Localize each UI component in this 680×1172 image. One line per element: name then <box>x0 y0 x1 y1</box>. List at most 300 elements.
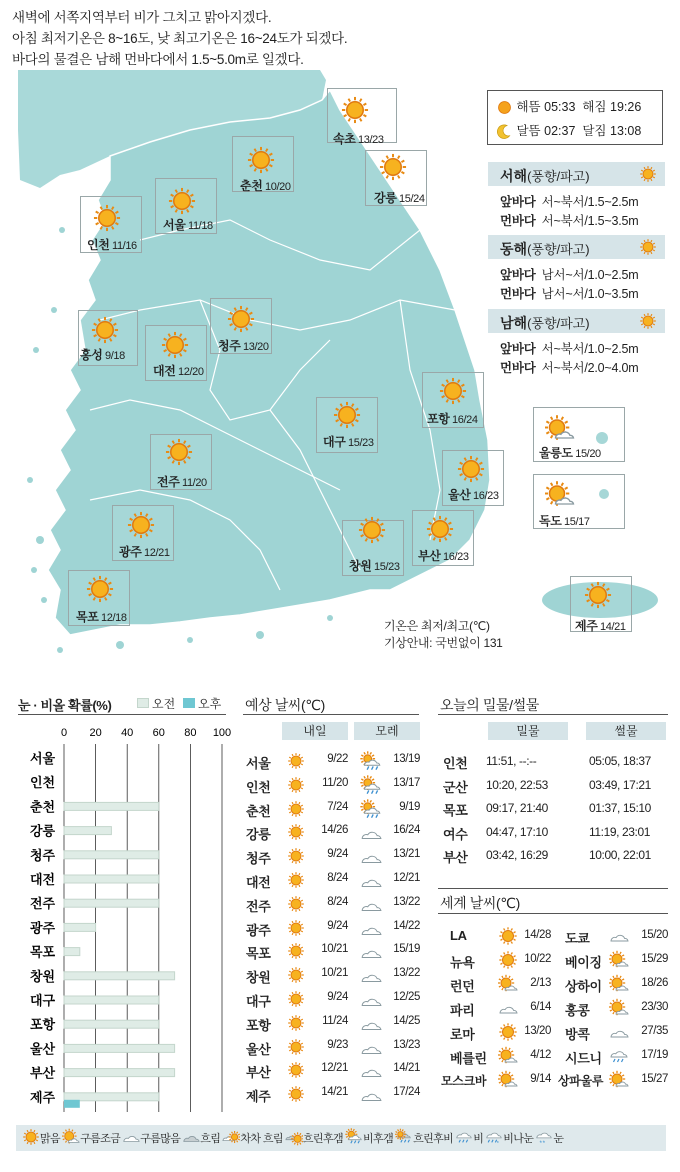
map-city-temp: 11/16 <box>109 240 137 252</box>
map-city-label <box>87 236 137 253</box>
precip-bar-am <box>64 851 159 859</box>
sea-sub: (풍향/파고) <box>527 169 590 184</box>
forecast-tomorrow-temp: 9/23 <box>327 1038 348 1051</box>
sunny-icon <box>287 1061 305 1084</box>
forecast-title-line <box>243 714 419 715</box>
forecast-city: 대전 <box>246 875 271 890</box>
sun-icon <box>226 304 256 339</box>
sun-icon <box>85 574 115 609</box>
partly-cloudy-icon <box>609 1070 629 1095</box>
world-city: 모스크바 <box>441 1074 487 1088</box>
partly-cloudy-icon <box>498 974 518 999</box>
sunny-icon <box>287 776 305 799</box>
legend-label: 흐린후비 <box>413 1133 454 1145</box>
sun-icon <box>246 145 276 180</box>
precip-city-label: 강릉 <box>30 823 56 839</box>
world-city: 뉴욕 <box>450 955 475 970</box>
world-temp: 23/30 <box>641 1001 668 1013</box>
tide-low-times: 10:00, 22:01 <box>589 848 651 862</box>
sun-icon <box>456 454 486 489</box>
legend-item <box>22 1128 60 1149</box>
forecast-dayafter-temp: 12/21 <box>393 872 420 884</box>
map-city-label <box>80 346 125 363</box>
map-city-temp: 10/20 <box>262 181 291 193</box>
precip-bar-am <box>64 899 159 907</box>
world-title: 세계 날씨(℃) <box>440 895 520 911</box>
map-city-label <box>153 362 204 379</box>
partly-cloudy-icon <box>609 974 629 999</box>
precip-city-label: 대구 <box>30 993 56 1008</box>
map-city-name: 대구 <box>323 435 346 449</box>
moonset-time: 13:08 <box>610 124 642 138</box>
rain-later-icon <box>395 1128 413 1149</box>
forecast-tomorrow-temp: 8/24 <box>327 872 348 884</box>
tide-high-times: 10:20, 22:53 <box>486 777 548 792</box>
sunny-icon <box>287 800 305 823</box>
legend-item <box>455 1128 483 1149</box>
tides-col-high: 밀물 <box>488 722 568 740</box>
forecast-tomorrow-temp: 7/24 <box>327 800 348 813</box>
sea-value: 남서~서/1.0~2.5m <box>541 268 639 282</box>
sunrise-time: 05:33 <box>544 100 576 114</box>
rain-after-icon <box>345 1128 363 1149</box>
world-city: 파리 <box>450 1003 475 1018</box>
sea-row <box>500 211 639 229</box>
sea-value: 서~북서/1.5~2.5m <box>541 195 639 209</box>
sea-zone: 먼바다 <box>500 287 536 301</box>
sea-zone: 앞바다 <box>500 268 536 282</box>
legend-item <box>222 1128 283 1149</box>
legend-item <box>285 1128 343 1149</box>
precip-city-label: 포항 <box>30 1017 56 1033</box>
sunny-icon <box>287 895 305 918</box>
world-temp: 17/19 <box>641 1049 668 1061</box>
legend-label: 맑음 <box>40 1133 61 1145</box>
map-city-temp: 15/23 <box>371 561 400 573</box>
forecast-tomorrow-temp: 8/24 <box>327 895 348 908</box>
precip-city-label: 부산 <box>30 1065 56 1081</box>
map-city-label <box>427 410 478 427</box>
map-city-label <box>119 543 170 560</box>
sea-zone: 먼바다 <box>500 361 536 375</box>
map-city-temp: 15/23 <box>345 437 374 449</box>
tide-city: 인천 <box>443 756 468 771</box>
partly-cloudy-icon <box>609 998 629 1023</box>
sea-header <box>488 162 665 186</box>
map-city-name: 속초 <box>333 132 356 146</box>
world-city: 상하이 <box>565 979 602 994</box>
tides-col-low: 썰물 <box>586 722 666 740</box>
sea-sub: (풍향/파고) <box>527 242 590 257</box>
world-temp: 15/20 <box>641 929 668 941</box>
precip-bar-am <box>64 1044 175 1052</box>
forecast-dayafter-temp: 15/19 <box>393 943 420 956</box>
world-city: 베이징 <box>565 955 602 970</box>
precip-legend-pm: 오후 <box>198 697 222 711</box>
sunny-icon <box>498 926 518 951</box>
map-city-temp: 12/18 <box>98 612 127 624</box>
tide-city: 군산 <box>443 779 468 795</box>
world-temp: 6/14 <box>530 1001 551 1013</box>
world-title-line <box>438 913 668 914</box>
map-city-name: 강릉 <box>374 191 397 205</box>
map-city-label <box>157 473 207 490</box>
legend-label: 흐린후갬 <box>302 1133 344 1145</box>
sea-zone: 앞바다 <box>500 342 536 356</box>
sunny-icon <box>287 1085 305 1108</box>
forecast-col-dayafter: 모레 <box>354 722 420 740</box>
precip-chart <box>0 722 235 1122</box>
precip-bar-am <box>64 875 159 883</box>
sunny-icon <box>287 847 305 870</box>
world-temp: 10/22 <box>524 953 551 965</box>
forecast-dayafter-temp: 14/22 <box>393 919 420 932</box>
icon-legend <box>16 1125 666 1151</box>
map-city-temp: 12/21 <box>141 547 170 559</box>
precip-tick-label: 100 <box>212 727 232 739</box>
map-city-name: 전주 <box>157 475 180 489</box>
world-city: LA <box>450 928 467 943</box>
map-city-label <box>349 557 400 574</box>
legend-item <box>62 1128 120 1149</box>
world-temp: 2/13 <box>530 977 551 989</box>
legend-item <box>395 1128 453 1149</box>
forecast-dayafter-temp: 14/25 <box>393 1014 420 1027</box>
forecast-tomorrow-temp: 14/21 <box>321 1086 348 1099</box>
map-city-name: 홍성 <box>80 348 103 362</box>
map-city-temp: 13/23 <box>355 134 384 146</box>
cloudy-icon <box>609 926 629 951</box>
clear-after-icon <box>285 1128 303 1149</box>
svg-text:* *: * * <box>539 1139 545 1146</box>
overcast-icon <box>182 1128 200 1149</box>
sea-value: 서~북서/1.5~3.5m <box>541 214 639 228</box>
forecast-city: 포항 <box>246 1017 271 1033</box>
precip-bar-am <box>64 948 80 956</box>
forecast-city: 인천 <box>246 779 271 795</box>
partly-cloudy-icon <box>545 480 575 515</box>
map-city-name: 청주 <box>218 339 241 353</box>
map-city-label <box>333 130 384 147</box>
forecast-city: 광주 <box>246 922 271 938</box>
partly-cloudy-icon <box>62 1128 80 1149</box>
precip-bar-am <box>64 827 111 835</box>
sun-icon <box>639 312 657 333</box>
sunny-icon <box>22 1128 40 1149</box>
sun-icon <box>164 437 194 472</box>
map-city-name: 서울 <box>163 218 186 232</box>
world-city: 시드니 <box>565 1051 602 1066</box>
legend-item <box>182 1128 220 1149</box>
sun-icon <box>496 99 513 116</box>
sea-row <box>500 265 639 283</box>
forecast-dayafter-temp: 9/19 <box>399 800 420 813</box>
rain-icon <box>609 1046 629 1071</box>
sea-header <box>488 309 665 333</box>
headline-2: 아침 최저기온은 8~16도, 낮 최고기온은 16~24도가 되겠다. <box>12 31 348 46</box>
map-city-temp: 13/20 <box>240 341 269 353</box>
world-temp: 4/12 <box>530 1049 551 1061</box>
snow-icon <box>535 1128 553 1149</box>
forecast-dayafter-temp: 12/25 <box>393 991 420 1003</box>
precip-title: 눈 · 비올 확률(%) <box>18 698 112 713</box>
moon-icon <box>496 123 513 140</box>
forecast-city: 대구 <box>246 994 271 1009</box>
tide-high-times: 03:42, 16:29 <box>486 848 548 862</box>
map-city-temp: 16/23 <box>470 490 499 502</box>
partly-cloudy-icon <box>498 1046 518 1071</box>
sun-icon <box>126 510 156 545</box>
world-temp: 9/14 <box>530 1073 551 1085</box>
legend-item <box>345 1128 393 1149</box>
partly-cloudy-icon <box>609 950 629 975</box>
cloudy-icon <box>360 1084 382 1111</box>
cloudy-icon <box>498 998 518 1023</box>
map-city-name: 인천 <box>87 238 110 252</box>
headline-3: 바다의 물결은 남해 먼바다에서 1.5~5.0m로 일겠다. <box>12 52 304 67</box>
precip-city-label: 대전 <box>30 872 56 887</box>
sea-row <box>500 284 639 302</box>
forecast-city: 제주 <box>246 1089 271 1105</box>
legend-item <box>535 1128 563 1149</box>
sun-icon <box>425 514 455 549</box>
partly-cloudy-icon <box>498 1070 518 1095</box>
map-city-temp: 14/21 <box>597 621 626 633</box>
precip-city-label: 춘천 <box>30 799 56 815</box>
map-city-name: 대전 <box>153 364 176 378</box>
map-city-name: 울릉도 <box>539 446 573 460</box>
cloudy-icon <box>122 1128 140 1149</box>
moonrise-label: 달뜸 <box>516 124 541 138</box>
forecast-city: 강릉 <box>246 827 271 843</box>
sea-zone: 앞바다 <box>500 195 536 209</box>
precip-legend-pm-swatch <box>183 698 195 708</box>
sea-name: 서해 <box>500 168 528 184</box>
precip-city-label: 광주 <box>30 920 56 936</box>
forecast-tomorrow-temp: 9/24 <box>327 848 348 861</box>
forecast-tomorrow-temp: 9/22 <box>327 753 348 765</box>
rain-icon <box>455 1128 473 1149</box>
legend-item <box>122 1128 180 1149</box>
tide-high-times: 04:47, 17:10 <box>486 824 548 839</box>
precip-city-label: 인천 <box>30 775 56 791</box>
clearing-icon <box>222 1128 240 1149</box>
map-note-temp: 기온은 최저/최고(℃) <box>384 619 490 633</box>
map-city-name: 목포 <box>76 610 99 624</box>
forecast-tomorrow-temp: 11/20 <box>322 776 348 789</box>
world-temp: 27/35 <box>641 1025 668 1037</box>
forecast-dayafter-temp: 13/17 <box>393 776 420 789</box>
headline-1: 새벽에 서쪽지역부터 비가 그치고 맑아지겠다. <box>12 10 272 25</box>
cloudy-icon <box>609 1022 629 1047</box>
forecast-tomorrow-temp: 9/24 <box>327 991 348 1003</box>
sun-icon <box>639 238 657 259</box>
forecast-tomorrow-temp: 10/21 <box>321 943 348 956</box>
forecast-title: 예상 날씨(℃) <box>245 697 325 713</box>
sun-icon <box>357 515 387 550</box>
legend-label: 비나눈 <box>503 1133 534 1145</box>
sun-icon <box>583 580 613 615</box>
map-city-temp: 15/24 <box>396 193 425 205</box>
map-city-label <box>374 189 425 206</box>
legend-label: 차차 흐림 <box>240 1133 283 1145</box>
forecast-tomorrow-temp: 12/21 <box>321 1062 348 1075</box>
forecast-dayafter-temp: 13/22 <box>393 967 420 980</box>
sunny-icon <box>498 1022 518 1047</box>
sunny-icon <box>287 919 305 942</box>
forecast-city: 청주 <box>246 851 271 867</box>
legend-label: 구름조금 <box>80 1133 121 1145</box>
world-city: 베를린 <box>450 1051 487 1066</box>
legend-label: 비 <box>473 1133 484 1145</box>
world-city: 방콕 <box>565 1027 590 1042</box>
world-temp: 13/20 <box>524 1025 551 1037</box>
map-city-label <box>240 177 291 194</box>
sun-icon <box>160 330 190 365</box>
forecast-city: 울산 <box>246 1041 271 1057</box>
sun-icon <box>639 165 657 186</box>
sunny-icon <box>287 966 305 989</box>
map-city-label <box>448 486 499 503</box>
map-city-temp: 16/23 <box>440 551 469 563</box>
precip-legend-am: 오전 <box>152 697 176 711</box>
sea-row <box>500 339 639 357</box>
map-city-temp: 16/24 <box>449 414 478 426</box>
map-city-name: 부산 <box>418 549 441 563</box>
map-city-label <box>76 608 127 625</box>
forecast-dayafter-temp: 13/19 <box>393 753 420 765</box>
map-city-name: 울산 <box>448 488 471 502</box>
map-city-label <box>218 337 269 354</box>
sun-icon <box>378 152 408 187</box>
map-city-temp: 15/17 <box>561 516 590 528</box>
sea-zone: 먼바다 <box>500 214 536 228</box>
forecast-tomorrow-temp: 11/24 <box>322 1014 348 1027</box>
sleet-icon <box>485 1128 503 1149</box>
sunrise-label: 해뜸 <box>516 100 541 114</box>
world-city: 도쿄 <box>565 931 590 946</box>
precip-tick-label: 60 <box>152 727 165 739</box>
legend-label: 구름많음 <box>140 1133 181 1145</box>
map-note-phone: 기상안내: 국번없이 131 <box>384 636 503 650</box>
tide-low-times: 03:49, 17:21 <box>589 777 651 792</box>
sea-name: 동해 <box>500 241 528 257</box>
forecast-city: 목포 <box>246 946 271 962</box>
sea-row <box>500 358 639 376</box>
world-city: 상파울루 <box>558 1074 604 1088</box>
tides-title-line <box>438 714 668 715</box>
map-city-name: 포항 <box>427 412 450 426</box>
tide-low-times: 11:19, 23:01 <box>589 824 651 839</box>
map-city-label <box>163 216 213 233</box>
sun-moon-box <box>487 90 663 145</box>
moonset-label: 달짐 <box>582 124 607 138</box>
tide-high-times: 11:51, --:-- <box>486 754 537 768</box>
sunny-icon <box>287 823 305 846</box>
map-city-name: 광주 <box>119 545 142 559</box>
sunny-icon <box>287 1038 305 1061</box>
svg-text:*: * <box>496 1140 499 1146</box>
precip-city-label: 제주 <box>30 1089 56 1105</box>
precip-city-label: 전주 <box>30 896 56 912</box>
world-temp: 15/29 <box>641 953 668 965</box>
precip-bar-pm <box>64 1100 80 1108</box>
world-city: 홍콩 <box>565 1003 590 1018</box>
map-city-label <box>539 444 601 461</box>
map-city-name: 제주 <box>575 619 598 633</box>
world-temp: 14/28 <box>524 929 551 941</box>
precip-bar-am <box>64 802 159 810</box>
map-city-label <box>323 433 374 450</box>
sea-sub: (풍향/파고) <box>527 316 590 331</box>
map-city-temp: 11/18 <box>185 220 213 232</box>
map-city-name: 창원 <box>349 559 372 573</box>
map-city-label <box>418 547 469 564</box>
precip-city-label: 목포 <box>30 944 56 960</box>
tide-city: 여수 <box>443 826 468 842</box>
map-city-name: 춘천 <box>240 179 263 193</box>
tides-title: 오늘의 밀물/썰물 <box>440 697 539 713</box>
precip-bar-am <box>64 972 175 980</box>
sea-value: 남서~서/1.0~3.5m <box>541 287 639 301</box>
forecast-tomorrow-temp: 14/26 <box>321 824 348 837</box>
tide-low-times: 05:05, 18:37 <box>589 754 651 768</box>
world-top-line <box>438 888 668 889</box>
map-city-temp: 15/20 <box>572 448 601 460</box>
map-city-temp: 12/20 <box>175 366 204 378</box>
legend-label: 흐림 <box>200 1133 221 1145</box>
world-city: 로마 <box>450 1027 475 1042</box>
map-city-temp: 11/20 <box>179 477 207 489</box>
world-temp: 15/27 <box>641 1073 668 1085</box>
sunny-icon <box>287 990 305 1013</box>
map-city-temp: 9/18 <box>102 350 125 362</box>
forecast-dayafter-temp: 13/23 <box>393 1038 420 1051</box>
sunny-icon <box>498 950 518 975</box>
precip-bar-am <box>64 1093 159 1101</box>
forecast-dayafter-temp: 17/24 <box>393 1086 420 1099</box>
sunset-time: 19:26 <box>610 100 642 114</box>
precip-bar-am <box>64 1069 175 1077</box>
sunny-icon <box>287 942 305 965</box>
sea-value: 서~북서/2.0~4.0m <box>541 361 639 375</box>
precip-title-line <box>18 714 226 715</box>
forecast-city: 서울 <box>246 756 271 771</box>
precip-tick-label: 40 <box>121 727 134 739</box>
sea-value: 서~북서/1.0~2.5m <box>541 342 639 356</box>
precip-tick-label: 80 <box>184 727 197 739</box>
precip-city-label: 울산 <box>30 1041 56 1057</box>
sun-icon <box>340 95 370 130</box>
sunset-label: 해짐 <box>582 100 607 114</box>
sea-header <box>488 235 665 259</box>
precip-bar-am <box>64 1020 159 1028</box>
forecast-dayafter-temp: 13/22 <box>393 895 420 908</box>
forecast-dayafter-temp: 13/21 <box>393 848 420 861</box>
precip-bar-am <box>64 996 159 1004</box>
sun-icon <box>438 376 468 411</box>
precip-city-label: 창원 <box>30 968 56 984</box>
forecast-city: 전주 <box>246 898 271 914</box>
sun-icon <box>90 315 120 350</box>
precip-city-label: 서울 <box>30 751 56 766</box>
tide-high-times: 09:17, 21:40 <box>486 801 548 815</box>
sea-row <box>500 192 639 210</box>
tide-city: 목포 <box>443 803 468 818</box>
legend-item <box>485 1128 533 1149</box>
world-temp: 18/26 <box>641 977 668 989</box>
legend-label: 눈 <box>553 1133 564 1145</box>
